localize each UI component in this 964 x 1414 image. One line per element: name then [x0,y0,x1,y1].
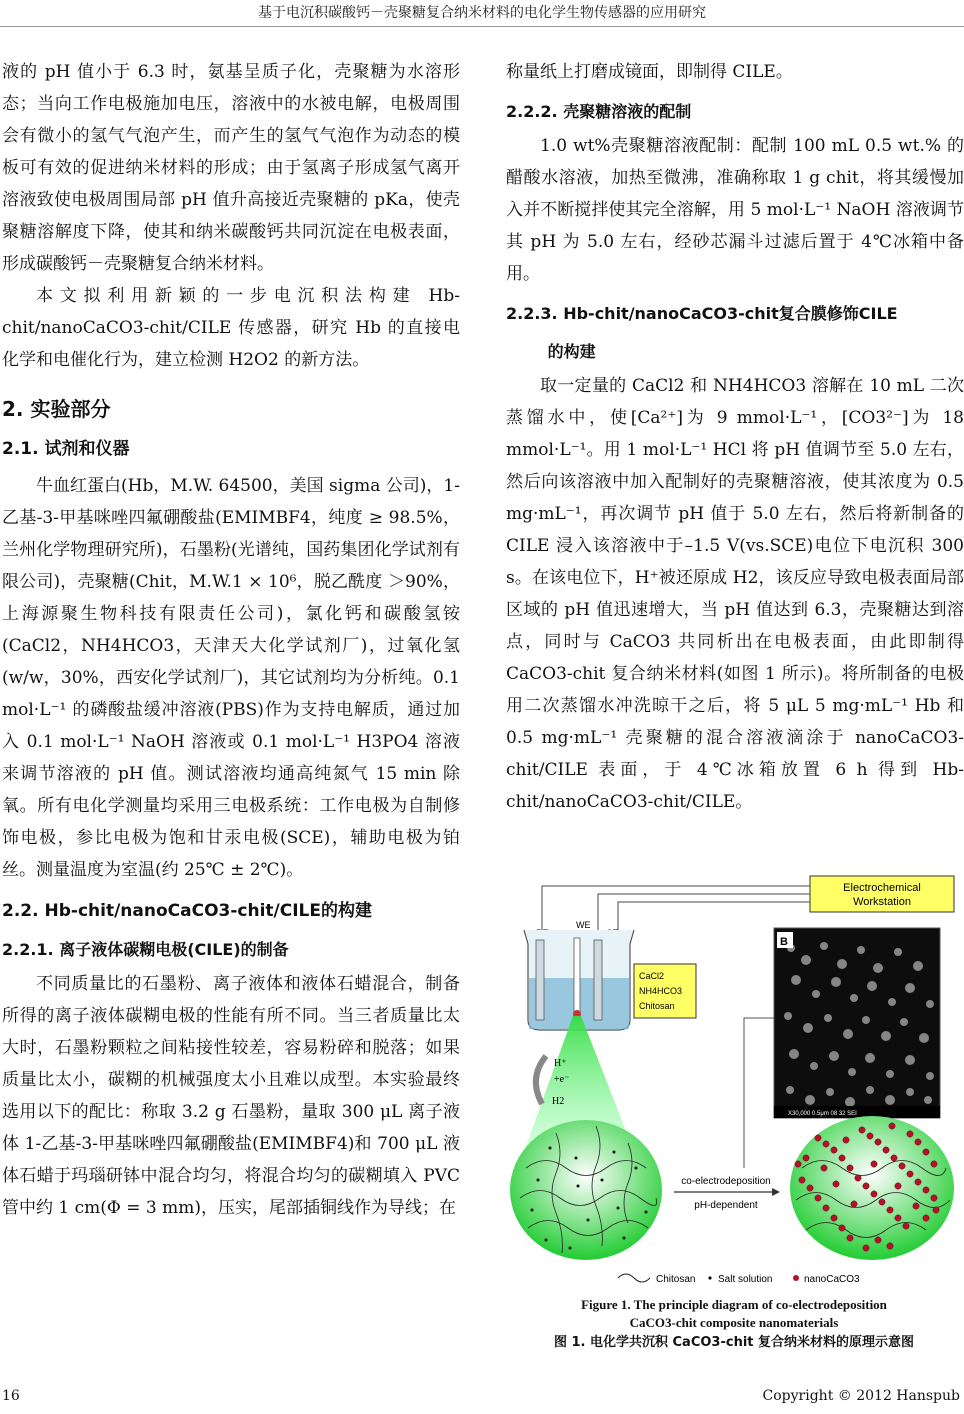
paragraph: 牛血红蛋白(Hb，M.W. 64500，美国 sigma 公司)，1-乙基-3-甲基咪唑四氟硼酸盐(EMIMBF4，纯度 ≥ 98.5%，兰州化学物理研究所)，石墨粉(光谱纯，国药集团化学试剂有限公司)，壳聚糖(Chit，M.W.1 × 10⁶，脱乙酰度 ＞90%，上海源聚生物科技有限责任公司)，氯化钙和碳酸氢铵(CaCl2，NH4HCO3，天津天大化学试剂厂)，过氧化氢(w/w，30%，西安化学试剂厂)，其它试剂均为分析纯。0.1 mol·L⁻¹ 的磷酸盐缓冲溶液(PBS)作为支持电解质，通过加入 0.1 mol·L⁻¹ NaOH 溶液或 0.1 mol·L⁻¹ H3PO4 溶液来调节溶液的 pH 值。测试溶液均通高纯氮气 15 min 除氧。所有电化学测量均采用三电极系统：工作电极为自制修饰电极，参比电极为饱和甘汞电极(SCE)，辅助电极为铂丝。测量温度为室温(约 25℃ ± 2℃)。 [2,476,460,880]
hplus-label: H⁺ [554,1058,567,1069]
sem-image [774,928,940,1118]
sem-scale-bar: X30,000 0.5μm 08 32 SEI [788,1111,857,1117]
panel-label: B [780,936,788,948]
workstation-label: Electrochemical [843,882,921,894]
left-column [2,56,460,1224]
subsubsection-heading-cont: 的构建 [547,342,596,361]
chitosan-solution-sphere [510,1120,662,1260]
process-label: co-electrodeposition [681,1176,771,1187]
legend-label: Chitosan [656,1274,696,1285]
figure-legend [618,1274,860,1285]
subsubsection-heading: 2.2.1. 离子液体碳糊电极(CILE)的制备 [2,940,289,959]
legend-label: nanoCaCO3 [804,1274,860,1285]
page-number: 16 [2,1388,20,1404]
subsection-heading: 2.2. Hb-chit/nanoCaCO3-chit/CILE的构建 [2,901,372,921]
reagent-label: NH4HCO3 [639,986,683,996]
header-rule [0,26,964,27]
paragraph: 称量纸上打磨成镜面，即制得 CILE。 [506,62,793,82]
legend-label: Salt solution [718,1274,773,1285]
right-column [506,56,964,818]
figure-caption-en: Figure 1. The principle diagram of co-electrodeposition [581,1297,887,1312]
reagent-label: Chitosan [639,1001,675,1011]
paragraph: 液的 pH 值小于 6.3 时，氨基呈质子化，壳聚糖为水溶形态；当向工作电极施加电压，溶液中的水被电解，电极周围会有微小的氢气气泡产生，而产生的氢气气泡作为动态的模板可有效的促进纳米材料的形成；由于氢离子形成氢气离开溶液致使电极周围局部 pH 值升高接近壳聚糖的 pKa，使壳聚糖溶解度下降，使其和纳米碳酸钙共同沉淀在电极表面，形成碳酸钙－壳聚糖复合纳米材料。 [2,62,460,274]
beaker-icon [524,930,634,1030]
connector [744,1018,774,1168]
h2-label: H2 [552,1096,565,1107]
paragraph: 取一定量的 CaCl2 和 NH4HCO3 溶解在 10 mL 二次蒸馏水中，使[Ca²⁺]为 9 mmol·L⁻¹，[CO3²⁻]为 18 mmol·L⁻¹。用 1 mol·L⁻¹ HCl 将 pH 值调节至 5.0 左右，然后向该溶液中加入配制好的壳聚糖溶液，使其浓度为 0.5 mg·mL⁻¹，再次调节 pH 值于 5.0 左右，然后将新制备的 CILE 浸入该溶液中于–1.5 V(vs.SCE)电位下电沉积 300 s。在该电位下，H⁺被还原成 H2，该反应导致电极表面局部区域的 pH 值迅速增大，当 pH 值达到 6.3，壳聚糖达到溶点，同时与 CaCO3 共同析出在电极表面，由此即制得 CaCO3-chit 复合纳米材料(如图 1 所示)。将所制备的电极用二次蒸馏水冲洗晾干之后，将 5 μL 5 mg·mL⁻¹ Hb 和 0.5 mg·mL⁻¹ 壳聚糖的混合溶液滴涂于 nanoCaCO3-chit/CILE 表面，于 4℃冰箱放置 6 h 得到 Hb-chit/nanoCaCO3-chit/CILE。 [506,376,964,812]
salt-legend-icon [708,1276,711,1279]
subsection-heading: 2.1. 试剂和仪器 [2,439,130,459]
arrowhead [772,1188,780,1196]
we-label: WE [576,920,591,930]
copyright: Copyright © 2012 Hanspub [762,1388,960,1404]
caco3-legend-icon [793,1275,799,1281]
paragraph: 1.0 wt%壳聚糖溶液配制：配制 100 mL 0.5 wt.% 的醋酸水溶液，加热至微沸，准确称取 1 g chit，将其缓慢加入并不断搅拌使其完全溶解，用 5 mol·L⁻¹ NaOH 溶液调节其 pH 为 5.0 左右，经砂芯漏斗过滤后置于 4℃冰箱中备用。 [506,136,964,284]
reagent-label: CaCl2 [639,971,665,981]
figure-caption-cn: 图 1. 电化学共沉积 CaCO3-chit 复合纳米材料的原理示意图 [553,1335,915,1350]
figure-1-diagram [506,868,962,1288]
composite-sphere [790,1116,954,1260]
process-label: pH-dependent [694,1200,758,1211]
subsubsection-heading: 2.2.2. 壳聚糖溶液的配制 [506,102,692,121]
section-heading: 2. 实验部分 [2,397,111,421]
figure-caption-en: CaCO3-chit composite nanomaterials [629,1315,839,1330]
paragraph: 本文拟利用新颖的一步电沉积法构建 Hb-chit/nanoCaCO3-chit/CILE 传感器，研究 Hb 的直接电化学和电催化行为，建立检测 H2O2 的新方法。 [2,286,460,370]
chitosan-legend-icon [618,1274,650,1282]
paragraph: 不同质量比的石墨粉、离子液体和液体石蜡混合，制备所得的离子液体碳糊电极的性能有所不同。当三者质量比太大时，石墨粉颗粒之间粘接性较差，容易粉碎和脱落；如果质量比太小，碳糊的机械强度太小且难以成型。本实验最终选用以下的配比：称取 3.2 g 石墨粉，量取 300 μL 离子液体 1-乙基-3-甲基咪唑四氟硼酸盐(EMIMBF4)和 700 μL 液体石蜡于玛瑙研钵中混合均匀，将混合均匀的碳糊填入 PVC 管中约 1 cm(Φ = 3 mm)，压实，尾部插铜线作为导线；在 [2,974,460,1218]
subsubsection-heading: 2.2.3. Hb-chit/nanoCaCO3-chit复合膜修饰CILE [506,304,898,323]
running-header: 基于电沉积碳酸钙－壳聚糖复合纳米材料的电化学生物传感器的应用研究 [258,5,706,21]
workstation-label: Workstation [853,896,911,908]
eminus-label: +e⁻ [554,1074,570,1085]
